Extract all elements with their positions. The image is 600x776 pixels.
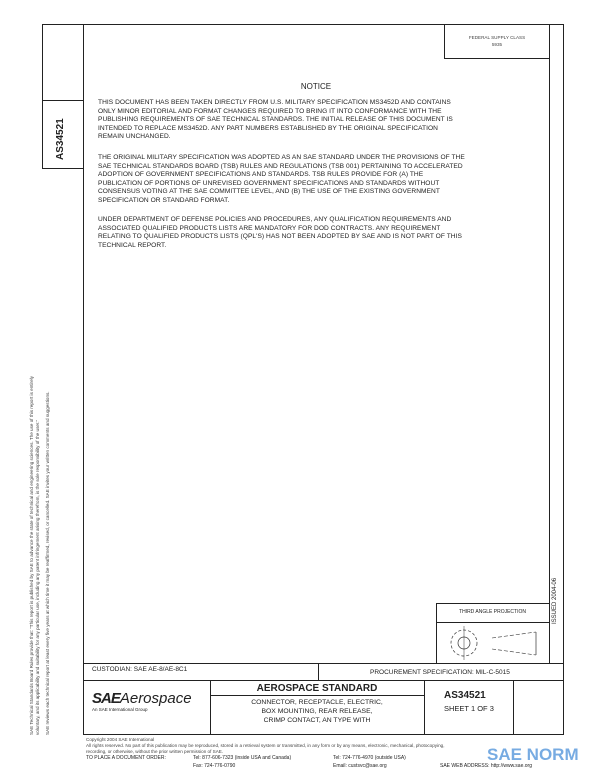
procurement-spec: PROCUREMENT SPECIFICATION: MIL-C-5015	[370, 669, 510, 676]
rights: All rights reserved. No part of this publication may be reproduced, stored in a retrieval system or transmitted, in any form or by any means, electronic, mechanical, photocopying,	[86, 743, 445, 748]
rights-2: recording, or otherwise, without the prior written permission of SAE.	[86, 749, 224, 754]
text-line: SAE TECHNICAL STANDARDS BOARD (TSB) RULES AND REGULATIONS (TSB 001) PERTAINING TO ACCELERATED	[98, 162, 463, 170]
title-heading-underline	[210, 695, 424, 696]
email: Email: custsvc@sae.org	[333, 763, 387, 769]
projection-box-top	[436, 603, 549, 604]
web-address: SAE WEB ADDRESS: http://www.sae.org	[440, 763, 532, 769]
header-box-bottom	[444, 58, 550, 59]
title-description	[210, 698, 424, 725]
text-line: SPECIFICATION OR STANDARD FORMAT.	[98, 196, 230, 204]
disclaimer-line: SAE reviews each technical report at least every five years at which time it may be reaffirmed, revised, or cancelled. SAE invites your written comments and suggestions.	[45, 391, 50, 735]
disclaimer-block	[29, 376, 51, 735]
fsc-block	[444, 34, 550, 48]
text-line: TECHNICAL REPORT.	[98, 241, 167, 249]
text-line: UNDER DEPARTMENT OF DEFENSE POLICIES AND PROCEDURES, ANY QUALIFICATION REQUIREMENTS AND	[98, 216, 452, 223]
sae-norm-watermark: SAE NORM	[487, 745, 579, 764]
side-doc-number: AS34521	[55, 118, 66, 160]
custodian-row-bottom	[83, 680, 564, 681]
text-line: PUBLISHING REQUIREMENTS OF SAE TECHNICAL STANDARDS. THE INITIAL RELEASE OF THIS DOCUMENT IS	[98, 116, 453, 124]
text-line: ONLY MINOR EDITORIAL AND FORMAT CHANGES REQUIRED TO BRING IT INTO CONFORMANCE WITH THE	[98, 107, 442, 115]
logo-brand: SAE	[92, 690, 120, 707]
tel-intl: Tel: 724-776-4970 (outside USA)	[333, 755, 406, 761]
fsc-label: FEDERAL SUPPLY CLASS	[468, 35, 526, 40]
text-line: THE ORIGINAL MILITARY SPECIFICATION WAS ADOPTED AS AN SAE STANDARD UNDER THE PROVISIONS OF THE	[98, 154, 465, 161]
order-label: TO PLACE A DOCUMENT ORDER:	[86, 755, 166, 761]
copyright: Copyright 2004 SAE International	[86, 737, 155, 742]
frame-left	[83, 24, 84, 735]
custodian-row-top	[83, 663, 564, 664]
issued-column-line	[549, 24, 550, 663]
frame-top	[42, 24, 564, 25]
logo-tagline: An SAE International Group	[92, 707, 148, 712]
custodian-divider	[318, 663, 319, 680]
description-line: CONNECTOR, RECEPTACLE, ELECTRIC,	[251, 699, 383, 706]
disclaimer-line: SAE Technical Standards Board Rules provide that: "This report is published by SAE to advance the state of technical and engineering sciences. The use of this report is entirely	[29, 376, 34, 735]
text-line: RELATING TO QUALIFIED PRODUCTS LISTS (QPL'S) HAS NOT BEEN ADOPTED BY SAE AND IS NOT PART OF THIS	[98, 233, 462, 241]
notice-paragraph-1	[98, 99, 543, 142]
text-line: INTENDED TO REPLACE MS3452D. ANY PART NUMBERS ESTABLISHED BY THE ORIGINAL SPECIFICATION	[98, 124, 438, 132]
notice-title: NOTICE	[300, 82, 332, 91]
notice-paragraph-2	[98, 154, 543, 206]
logo-name: Aerospace	[119, 690, 192, 707]
text-line: REMAIN UNCHANGED.	[98, 133, 171, 141]
side-box-bottom	[42, 168, 83, 169]
custodian: CUSTODIAN: SAE AE-8/AE-8C1	[92, 666, 188, 673]
fax: Fax: 724-776-0790	[193, 763, 236, 769]
frame-right	[563, 24, 564, 735]
disclaimer-line: voluntary, and its applicability and suitability for any particular use, including any patent infringement arising therefrom, is the sole responsibility of the user."	[35, 419, 40, 735]
text-line: CONSENSUS VOTING AT THE SAE COMMITTEE LEVEL, AND (B) THE USE OF THE EXISTING GOVERNMENT	[98, 188, 440, 196]
frame-left-outer	[42, 24, 43, 169]
text-line: ADOPTION OF GOVERNMENT SPECIFICATIONS AND STANDARDS. TSB RULES PROVIDE FOR (A) THE	[98, 171, 424, 179]
title-block-bottom	[83, 734, 564, 735]
text-line: ASSOCIATED QUALIFIED PRODUCTS LISTS ARE MANDATORY FOR DOD CONTRACTS. ANY REQUIREMENT	[98, 224, 441, 232]
tel-us: Tel: 877-606-7323 (inside USA and Canada)	[193, 755, 292, 761]
title-block-divider-2	[424, 680, 425, 734]
text-line: PUBLICATION OF PORTIONS OF UNREVISED GOVERNMENT SPECIFICATIONS AND STANDARDS WITHOUT	[98, 179, 440, 187]
projection-label: THIRD ANGLE PROJECTION	[459, 609, 526, 615]
title-block-divider-3	[513, 680, 514, 734]
projection-box-divider	[436, 622, 549, 623]
sheet-number: SHEET 1 OF 3	[444, 704, 494, 713]
description-line: CRIMP CONTACT, AN TYPE WITH	[263, 717, 371, 724]
title-heading: AEROSPACE STANDARD	[256, 683, 378, 694]
sae-aerospace-logo	[92, 690, 192, 712]
description-line: BOX MOUNTING, REAR RELEASE,	[261, 708, 373, 715]
notice-paragraph-3	[98, 216, 543, 250]
side-box-divider	[42, 100, 83, 101]
third-angle-projection-icon	[440, 624, 546, 662]
text-line: THIS DOCUMENT HAS BEEN TAKEN DIRECTLY FROM U.S. MILITARY SPECIFICATION MS3452D AND CONTAINS	[98, 99, 451, 106]
doc-number: AS34521	[444, 690, 486, 701]
issued-date: ISSUED 2004-06	[552, 577, 558, 624]
fsc-value: 5935	[491, 42, 503, 47]
